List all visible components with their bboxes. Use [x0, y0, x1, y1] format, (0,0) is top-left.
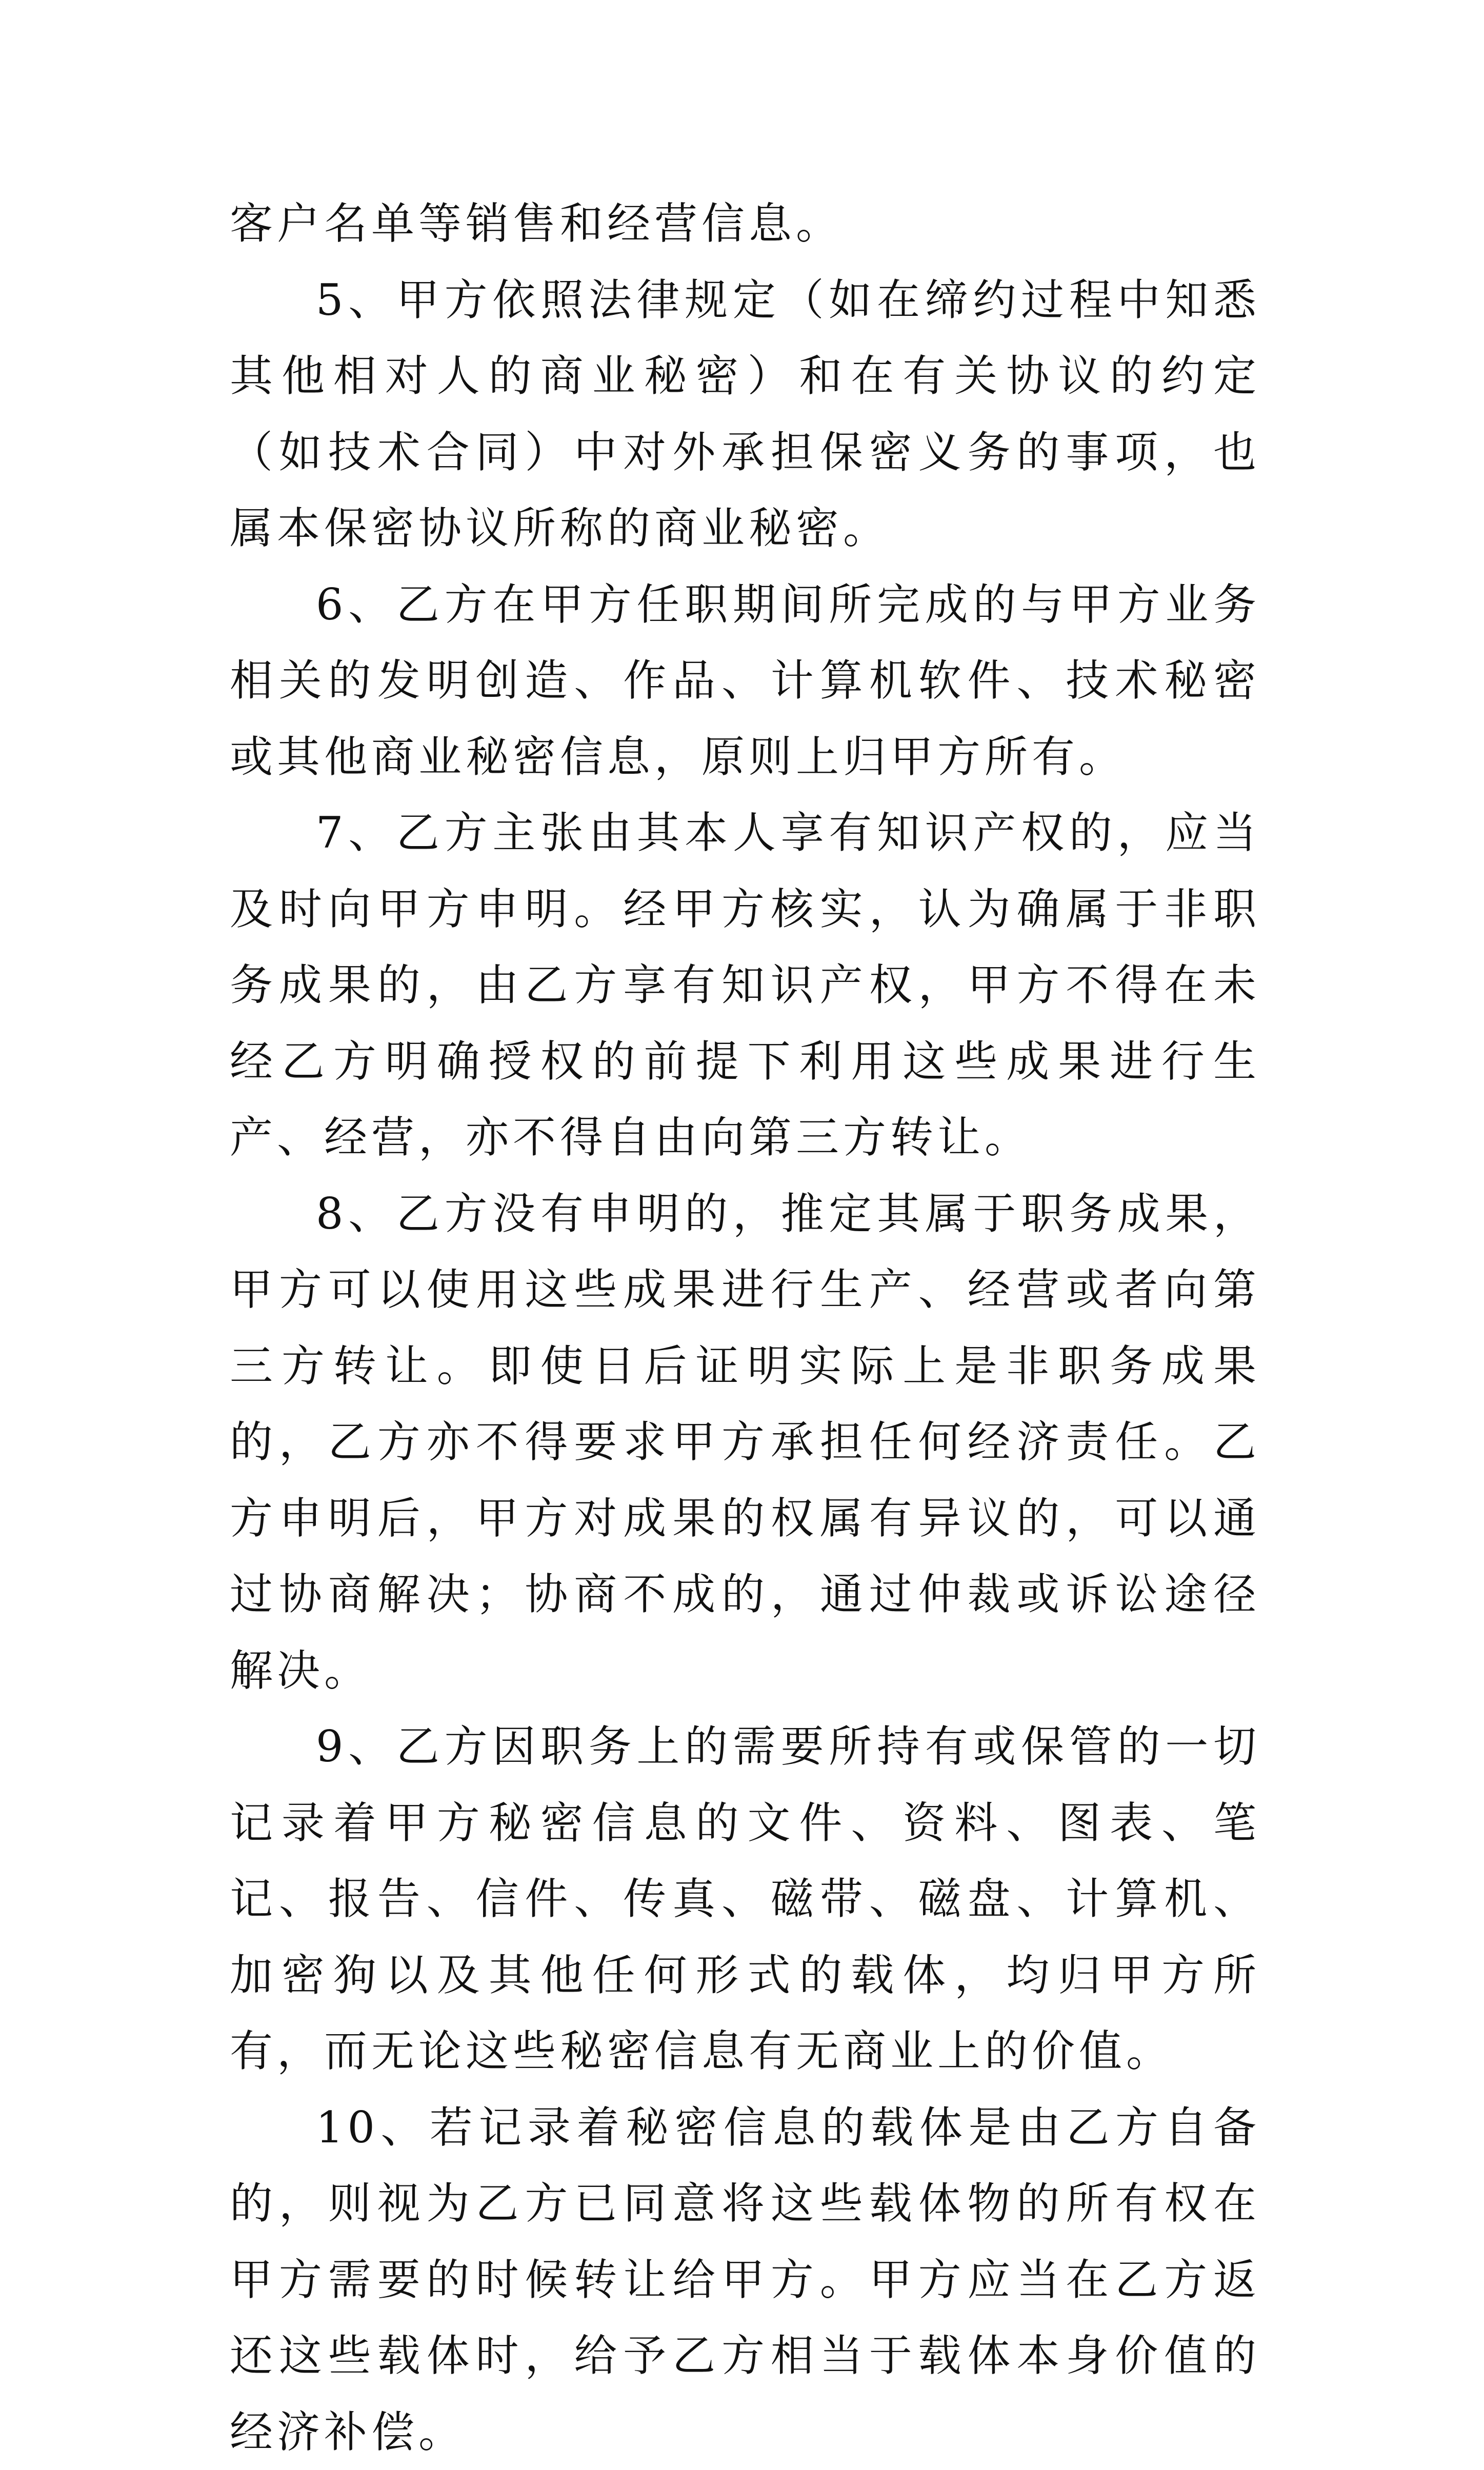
paragraph-clause-9: 9、乙方因职务上的需要所持有或保管的一切记录着甲方秘密信息的文件、资料、图表、笔记、报告、信件、传真、磁带、磁盘、计算机、加密狗以及其他任何形式的载体，均归甲方所有，而无论这些秘密信息有无商业上的价值。 [230, 1709, 1260, 2090]
document-body [230, 186, 1260, 2470]
paragraph-clause-8: 8、乙方没有申明的，推定其属于职务成果，甲方可以使用这些成果进行生产、经营或者向第三方转让。即使日后证明实际上是非职务成果的，乙方亦不得要求甲方承担任何经济责任。乙方申明后，甲方对成果的权属有异议的，可以通过协商解决；协商不成的，通过仲裁或诉讼途径解决。 [230, 1176, 1260, 1709]
paragraph-clause-10: 10、若记录着秘密信息的载体是由乙方自备的，则视为乙方已同意将这些载体物的所有权在甲方需要的时候转让给甲方。甲方应当在乙方返还这些载体时，给予乙方相当于载体本身价值的经济补偿。 [230, 2090, 1260, 2470]
paragraph-clause-6: 6、乙方在甲方任职期间所完成的与甲方业务相关的发明创造、作品、计算机软件、技术秘密或其他商业秘密信息，原则上归甲方所有。 [230, 567, 1260, 795]
paragraph-clause-7: 7、乙方主张由其本人享有知识产权的，应当及时向甲方申明。经甲方核实，认为确属于非职务成果的，由乙方享有知识产权，甲方不得在未经乙方明确授权的前提下利用这些成果进行生产、经营，亦不得自由向第三方转让。 [230, 795, 1260, 1176]
paragraph-continuation: 客户名单等销售和经营信息。 [230, 186, 1260, 262]
paragraph-clause-5: 5、甲方依照法律规定（如在缔约过程中知悉其他相对人的商业秘密）和在有关协议的约定（如技术合同）中对外承担保密义务的事项，也属本保密协议所称的商业秘密。 [230, 262, 1260, 567]
